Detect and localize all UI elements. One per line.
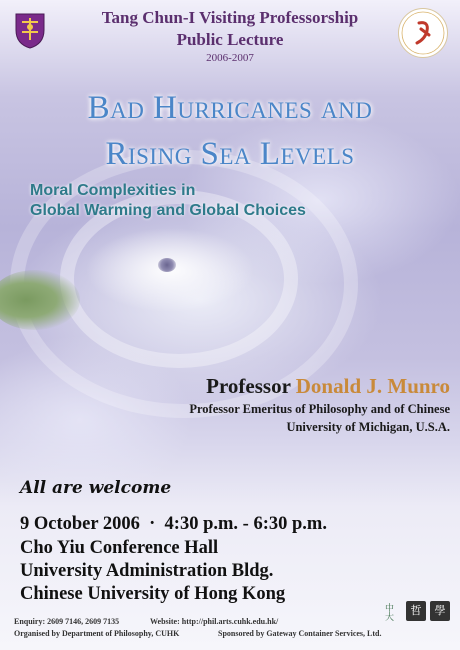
main-title-line2: Rising Sea Levels <box>105 136 355 172</box>
organiser-text: Organised by Department of Philosophy, CUHK <box>14 629 180 638</box>
subtitle-line1: Moral Complexities in <box>30 182 196 199</box>
hurricane-eye <box>158 258 176 272</box>
philosophy-dept-logo-icon: 中大 哲 學 <box>384 601 456 621</box>
speaker-title: Professor Emeritus of Philosophy and of Chinese <box>189 402 450 416</box>
speaker-prefix: Professor <box>206 374 291 398</box>
event-venue-building: University Administration Bldg. <box>20 561 274 581</box>
website-link[interactable]: Website: http://phil.arts.cuhk.edu.hk/ <box>150 617 279 626</box>
professorship-seal-icon <box>398 8 448 58</box>
main-title-line1: Bad Hurricanes and <box>87 90 373 126</box>
welcome-text: All are welcome <box>20 478 172 498</box>
event-datetime: 9 October 2006 · 4:30 p.m. - 6:30 p.m. <box>20 514 327 534</box>
university-crest-icon <box>12 10 48 50</box>
subtitle-line2: Global Warming and Global Choices <box>30 202 306 219</box>
event-venue-university: Chinese University of Hong Kong <box>20 584 286 604</box>
speaker-name: Donald J. Munro <box>295 374 450 398</box>
speaker-heading <box>206 374 450 399</box>
enquiry-phone: Enquiry: 2609 7146, 2609 7135 <box>14 617 120 626</box>
sponsor-text: Sponsored by Gateway Container Services, Ltd. <box>218 629 382 638</box>
professorship-title: Tang Chun-I Visiting Professorship <box>101 8 359 27</box>
lecture-type: Public Lecture <box>176 30 284 49</box>
speaker-university: University of Michigan, U.S.A. <box>286 420 450 434</box>
event-venue-hall: Cho Yiu Conference Hall <box>20 538 219 558</box>
academic-year: 2006-2007 <box>206 52 254 64</box>
